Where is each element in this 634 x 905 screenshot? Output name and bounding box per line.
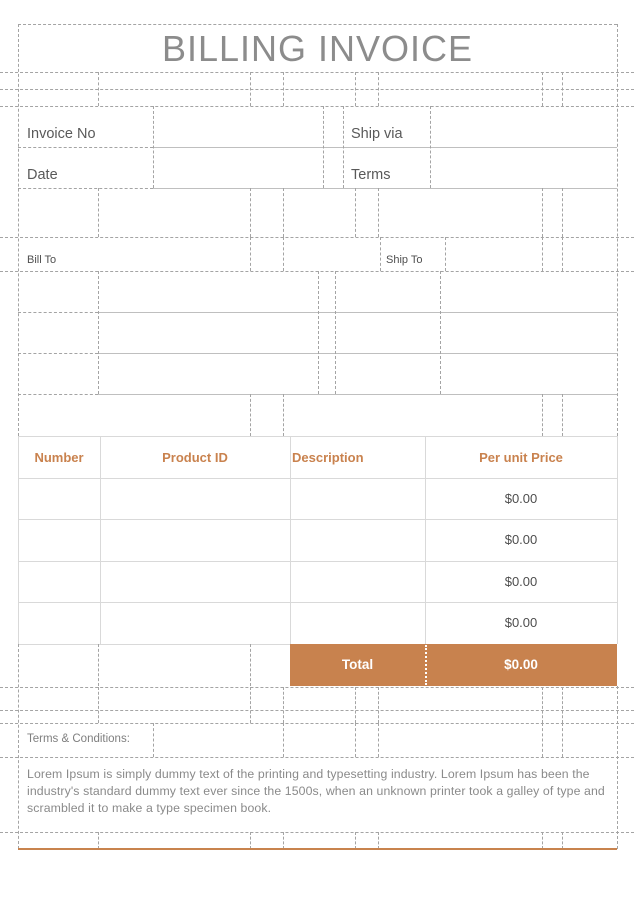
grid-line [250, 832, 251, 849]
cell-description[interactable] [290, 602, 425, 644]
date-label: Date [27, 167, 58, 183]
grid-line [562, 72, 563, 106]
grid-line [562, 687, 563, 723]
grid-line [355, 188, 356, 237]
total-row [290, 644, 617, 686]
grid-line [98, 644, 99, 686]
grid-line [98, 72, 99, 106]
col-header-per-unit-price: Per unit Price [479, 450, 563, 465]
col-header-description: Description [292, 450, 364, 465]
cell-number[interactable] [18, 602, 100, 644]
cell-number[interactable] [18, 561, 100, 602]
bill-to-label: Bill To [27, 254, 57, 266]
grid-line [0, 687, 634, 688]
grid-line [542, 72, 543, 106]
grid-line [378, 72, 379, 106]
grid-line [0, 757, 634, 758]
grid-line [542, 832, 543, 849]
grid-line [378, 832, 379, 849]
grid-line [283, 832, 284, 849]
cell-number[interactable] [18, 519, 100, 561]
cell-number[interactable] [18, 478, 100, 519]
grid-line [98, 394, 617, 395]
terms-input[interactable] [431, 148, 617, 187]
grid-line [562, 832, 563, 849]
grid-line [98, 832, 99, 849]
page-title: BILLING INVOICE [161, 28, 474, 69]
grid-line [283, 188, 284, 237]
grid-line [153, 188, 617, 189]
grid-line [98, 188, 99, 237]
grid-line [378, 687, 379, 723]
grid-line [0, 72, 634, 73]
ship-to-address-area[interactable] [386, 272, 616, 393]
grid-line [0, 710, 634, 711]
terms-conditions-body: Lorem Ipsum is simply dummy text of the printing and typesetting industry. Lorem Ipsum has been the industry's standard dummy text ever since the 1500s, when an unknown printer took a galley of type and scrambled it to make a type specimen book. [27, 767, 605, 815]
grid-line [542, 237, 543, 271]
ship-via-label: Ship via [351, 126, 403, 142]
grid-line [378, 188, 379, 237]
grid-line [380, 237, 381, 271]
cell-description[interactable] [290, 478, 425, 519]
cell-per-unit-price[interactable]: $0.00 [504, 491, 538, 506]
grid-line [542, 188, 543, 237]
bottom-accent-line [18, 848, 617, 850]
total-value-cell[interactable]: $0.00 [504, 657, 538, 672]
terms-conditions-input[interactable] [154, 724, 617, 756]
grid-line [18, 147, 153, 148]
invoice-no-label: Invoice No [27, 126, 96, 142]
cell-description[interactable] [290, 519, 425, 561]
grid-line [445, 237, 446, 271]
grid-line [250, 72, 251, 106]
terms-conditions-label: Terms & Conditions: [27, 733, 130, 745]
cell-product-id[interactable] [100, 561, 290, 602]
grid-line [0, 832, 634, 833]
grid-line [250, 644, 251, 686]
grid-line [283, 72, 284, 106]
ship-via-input[interactable] [431, 107, 617, 147]
grid-line [335, 271, 336, 394]
grid-line [617, 24, 618, 436]
grid-line [250, 188, 251, 237]
grid-line [18, 188, 153, 189]
grid-line [283, 237, 284, 271]
grid-line [250, 237, 251, 271]
grid-line [318, 271, 319, 394]
grid-line [562, 394, 563, 436]
grid-line [250, 394, 251, 436]
grid-line [617, 436, 618, 644]
grid-line [542, 394, 543, 436]
bill-to-address-area[interactable] [19, 272, 289, 393]
ship-to-label: Ship To [386, 254, 423, 266]
grid-line [98, 687, 99, 723]
col-header-product-id: Product ID [162, 450, 228, 465]
grid-line [283, 687, 284, 723]
total-label-cell[interactable]: Total [341, 657, 374, 672]
cell-per-unit-price[interactable]: $0.00 [504, 532, 538, 547]
grid-line [355, 72, 356, 106]
cell-product-id[interactable] [100, 519, 290, 561]
grid-line [18, 644, 19, 849]
cell-description[interactable] [290, 561, 425, 602]
col-header-number: Number [34, 450, 84, 465]
grid-line [0, 89, 634, 90]
grid-line [542, 687, 543, 723]
cell-product-id[interactable] [100, 602, 290, 644]
cell-per-unit-price[interactable]: $0.00 [504, 574, 538, 589]
grid-line [0, 237, 634, 238]
grid-line [18, 394, 98, 395]
cell-product-id[interactable] [100, 478, 290, 519]
cell-per-unit-price[interactable]: $0.00 [504, 615, 538, 630]
grid-line [355, 687, 356, 723]
grid-line [283, 394, 284, 436]
grid-line [355, 832, 356, 849]
terms-label: Terms [351, 167, 391, 183]
grid-line [250, 687, 251, 723]
grid-line [562, 237, 563, 271]
grid-line [562, 188, 563, 237]
